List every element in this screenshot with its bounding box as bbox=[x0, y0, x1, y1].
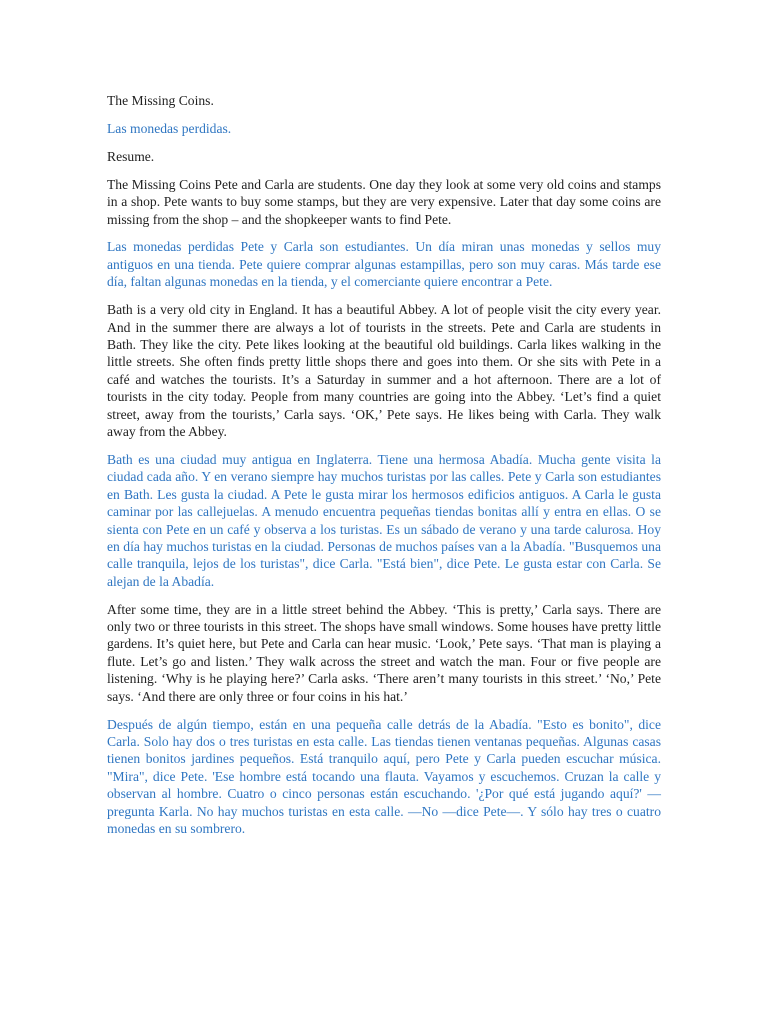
bath-paragraph-english: Bath is a very old city in England. It has a beautiful Abbey. A lot of people visit the city every year. And in the summer there are always a lot of tourists in the streets. Pete and Carla are students in Bath. They like the city. Pete likes looking at the beautiful old buildings. Carla likes walking in the little streets. She often finds pretty little shops there and goes into them. Or she sits with Pete in a café and watches the tourists. It’s a Saturday in summer and a hot afternoon. There are a lot of tourists in the city today. People from many countries are going into the Abbey. ‘Let’s find a quiet street, away from the tourists,’ Carla says. ‘OK,’ Pete says. He likes being with Carla. They walk away from the Abbey. bbox=[107, 302, 661, 439]
street-paragraph-spanish: Después de algún tiempo, están en una pequeña calle detrás de la Abadía. "Esto es bonito", dice Carla. Solo hay dos o tres turistas en esta calle. Las tiendas tienen ventanas pequeñas. Algunas casas tienen bonitos jardines pequeños. Está tranquilo aquí, pero Pete y Carla pueden escuchar música. "Mira", dice Pete. 'Ese hombre está tocando una flauta. Vayamos y escuchemos. Cruzan la calle y observan al hombre. Cuatro o cinco personas están escuchando. '¿Por qué está jugando aquí?' —pregunta Karla. No hay muchos turistas en esta calle. —No —dice Pete—. Y sólo hay tres o cuatro monedas en su sombrero. bbox=[107, 716, 661, 837]
title-spanish: Las monedas perdidas. bbox=[107, 120, 232, 136]
summary-paragraph-spanish: Las monedas perdidas Pete y Carla son estudiantes. Un día miran unas monedas y sellos muy antiguos en una tienda. Pete quiere comprar algunas estampillas, pero son muy caras. Más tarde ese día, faltan algunas monedas en la tienda, y el comerciante quiere encontrar a Pete. bbox=[107, 239, 661, 290]
summary-paragraph-english: The Missing Coins Pete and Carla are students. One day they look at some very old coins and stamps in a shop. Pete wants to buy some stamps, but they are very expensive. Later that day some coins are missing from the shop – and the shopkeeper wants to find Pete. bbox=[107, 176, 661, 227]
bath-paragraph-spanish: Bath es una ciudad muy antigua en Inglaterra. Tiene una hermosa Abadía. Mucha gente visita la ciudad cada año. Y en verano siempre hay muchos turistas por las calles. Pete y Carla son estudiantes en Bath. Les gusta la ciudad. A Pete le gusta mirar los hermosos edificios antiguos. A Carla le gusta caminar por las callejuelas. A menudo encuentra pequeñas tiendas bonitas allí y entra en ellas. O se sienta con Pete en un café y observa a los turistas. Es un sábado de verano y una tarde calurosa. Hoy en día hay muchos turistas en la ciudad. Personas de muchos países van a la Abadía. "Busquemos una calle tranquila, lejos de los turistas", dice Carla. "Está bien", dice Pete. Le gusta estar con Carla. Se alejan de la Abadía. bbox=[107, 451, 661, 589]
street-paragraph-english: After some time, they are in a little street behind the Abbey. ‘This is pretty,’ Carla says. There are only two or three tourists in this street. The shops have small windows. Some houses have pretty little gardens. It’s quiet here, but Pete and Carla can hear music. ‘Look,’ Pete says. ‘That man is playing a flute. Let’s go and listen.’ They walk across the street and watch the man. Four or five people are listening. ‘Why is he playing here?’ Carla asks. ‘There aren’t many tourists in this street.’ ‘No,’ Pete says. ‘And there are only three or four coins in his hat.’ bbox=[107, 601, 661, 704]
resume-heading: Resume. bbox=[107, 148, 155, 164]
title: The Missing Coins. bbox=[107, 93, 214, 108]
